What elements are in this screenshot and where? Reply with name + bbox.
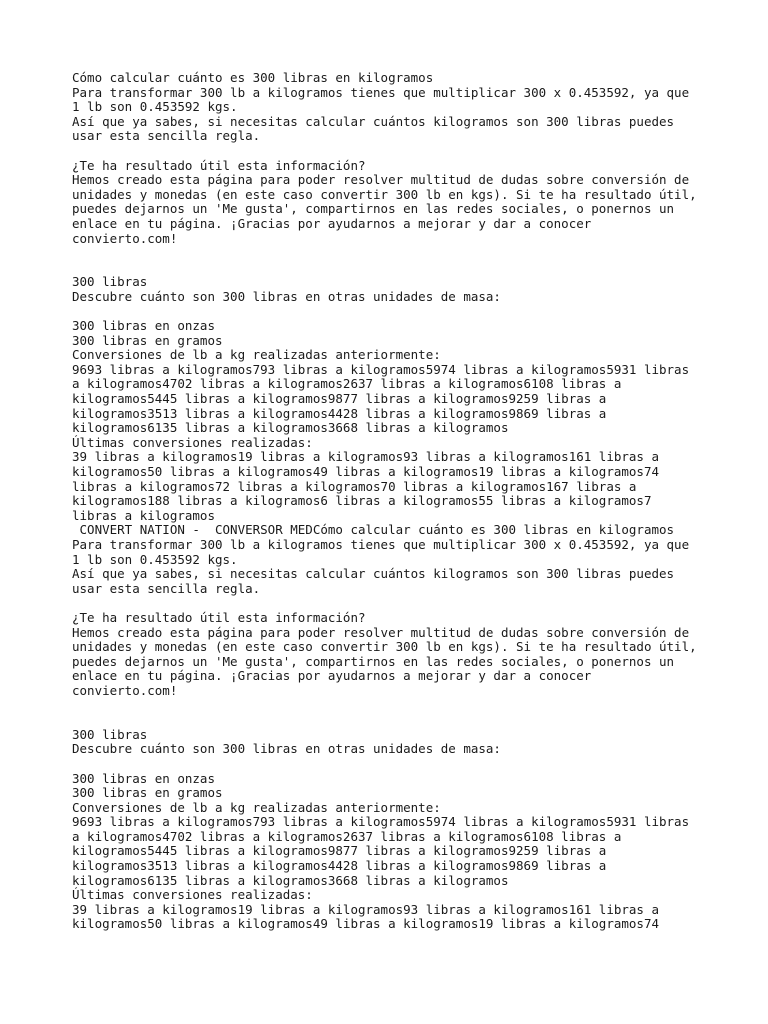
text-line: Hemos creado esta página para poder resolver multitud de dudas sobre conversión de (72, 624, 690, 640)
text-line: kilogramos5445 libras a kilogramos9877 libras a kilogramos9259 libras a (72, 391, 607, 407)
blank-line (72, 144, 712, 159)
blank-line (72, 713, 712, 728)
text-line: a kilogramos4702 libras a kilogramos2637 libras a kilogramos6108 libras a (72, 828, 622, 844)
text-line: 300 libras en onzas (72, 318, 215, 334)
blank-line (72, 305, 712, 320)
text-line: convierto.com! (72, 682, 178, 698)
blank-line (72, 757, 712, 772)
document-page (72, 71, 712, 932)
text-line: Últimas conversiones realizadas: (72, 887, 313, 903)
text-line: enlace en tu página. ¡Gracias por ayudarnos a mejorar y dar a conocer (72, 668, 592, 684)
text-line: kilogramos6135 libras a kilogramos3668 libras a kilogramos (72, 872, 509, 888)
text-line: libras a kilogramos72 libras a kilogramos70 libras a kilogramos167 libras a (72, 478, 637, 494)
text-line: Así que ya sabes, si necesitas calcular cuántos kilogramos son 300 libras puedes (72, 113, 675, 129)
text-line: 300 libras en gramos (72, 785, 223, 801)
text-line: usar esta sencilla regla. (72, 580, 261, 596)
text-line: 1 lb son 0.453592 kgs. (72, 551, 238, 567)
text-line: kilogramos3513 libras a kilogramos4428 libras a kilogramos9869 libras a (72, 858, 607, 874)
blank-line (72, 596, 712, 611)
text-line: libras a kilogramos (72, 507, 215, 523)
text-line: 300 libras en onzas (72, 770, 215, 786)
text-line: usar esta sencilla regla. (72, 128, 261, 144)
text-line: a kilogramos4702 libras a kilogramos2637 libras a kilogramos6108 libras a (72, 376, 622, 392)
text-line: kilogramos50 libras a kilogramos49 libras a kilogramos19 libras a kilogramos74 (72, 916, 659, 932)
text-line: enlace en tu página. ¡Gracias por ayudarnos a mejorar y dar a conocer (72, 215, 592, 231)
text-line: 9693 libras a kilogramos793 libras a kilogramos5974 libras a kilogramos5931 libras (72, 814, 690, 830)
blank-line (72, 246, 712, 261)
text-line: 9693 libras a kilogramos793 libras a kilogramos5974 libras a kilogramos5931 libras (72, 361, 690, 377)
text-line: Descubre cuánto son 300 libras en otras unidades de masa: (72, 288, 501, 304)
text-line: 300 libras en gramos (72, 332, 223, 348)
text-line: 39 libras a kilogramos19 libras a kilogramos93 libras a kilogramos161 libras a (72, 901, 659, 917)
text-line: kilogramos3513 libras a kilogramos4428 libras a kilogramos9869 libras a (72, 405, 607, 421)
text-line: Últimas conversiones realizadas: (72, 434, 313, 450)
text-line: kilogramos50 libras a kilogramos49 libras a kilogramos19 libras a kilogramos74 (72, 464, 659, 480)
text-line: puedes dejarnos un 'Me gusta', compartirnos en las redes sociales, o ponernos un (72, 653, 675, 669)
text-line: Así que ya sabes, si necesitas calcular cuántos kilogramos son 300 libras puedes (72, 566, 675, 582)
text-line: 300 libras (72, 274, 148, 290)
text-line: unidades y monedas (en este caso convertir 300 lb en kgs). Si te ha resultado útil, (72, 186, 697, 202)
text-line: 39 libras a kilogramos19 libras a kilogramos93 libras a kilogramos161 libras a (72, 449, 659, 465)
text-line: puedes dejarnos un 'Me gusta', compartirnos en las redes sociales, o ponernos un (72, 201, 675, 217)
text-line: 1 lb son 0.453592 kgs. (72, 99, 238, 115)
text-line: Para transformar 300 lb a kilogramos tienes que multiplicar 300 x 0.453592, ya que (72, 537, 690, 552)
text-line: Descubre cuánto son 300 libras en otras unidades de masa: (72, 741, 501, 757)
text-line: Hemos creado esta página para poder resolver multitud de dudas sobre conversión de (72, 172, 690, 188)
text-line: convierto.com! (72, 230, 178, 246)
text-line: Conversiones de lb a kg realizadas anteriormente: (72, 799, 441, 815)
text-line: CONVERT NATION - CONVERSOR MEDCómo calcular cuánto es 300 libras en kilogramos (72, 522, 675, 538)
text-line: unidades y monedas (en este caso convertir 300 lb en kgs). Si te ha resultado útil, (72, 639, 697, 655)
blank-line (72, 699, 712, 714)
text-line: kilogramos5445 libras a kilogramos9877 libras a kilogramos9259 libras a (72, 843, 607, 859)
text-line: Cómo calcular cuánto es 300 libras en kilogramos (72, 70, 434, 85)
text-line: ¿Te ha resultado útil esta información? (72, 609, 366, 625)
text-line: kilogramos188 libras a kilogramos6 libras a kilogramos55 libras a kilogramos7 (72, 493, 652, 509)
text-line: Para transformar 300 lb a kilogramos tienes que multiplicar 300 x 0.453592, ya que (72, 84, 690, 100)
blank-line (72, 261, 712, 276)
text-line: 300 libras (72, 726, 148, 742)
text-line: kilogramos6135 libras a kilogramos3668 libras a kilogramos (72, 420, 509, 436)
text-line: ¿Te ha resultado útil esta información? (72, 157, 366, 173)
text-line: Conversiones de lb a kg realizadas anteriormente: (72, 347, 441, 363)
